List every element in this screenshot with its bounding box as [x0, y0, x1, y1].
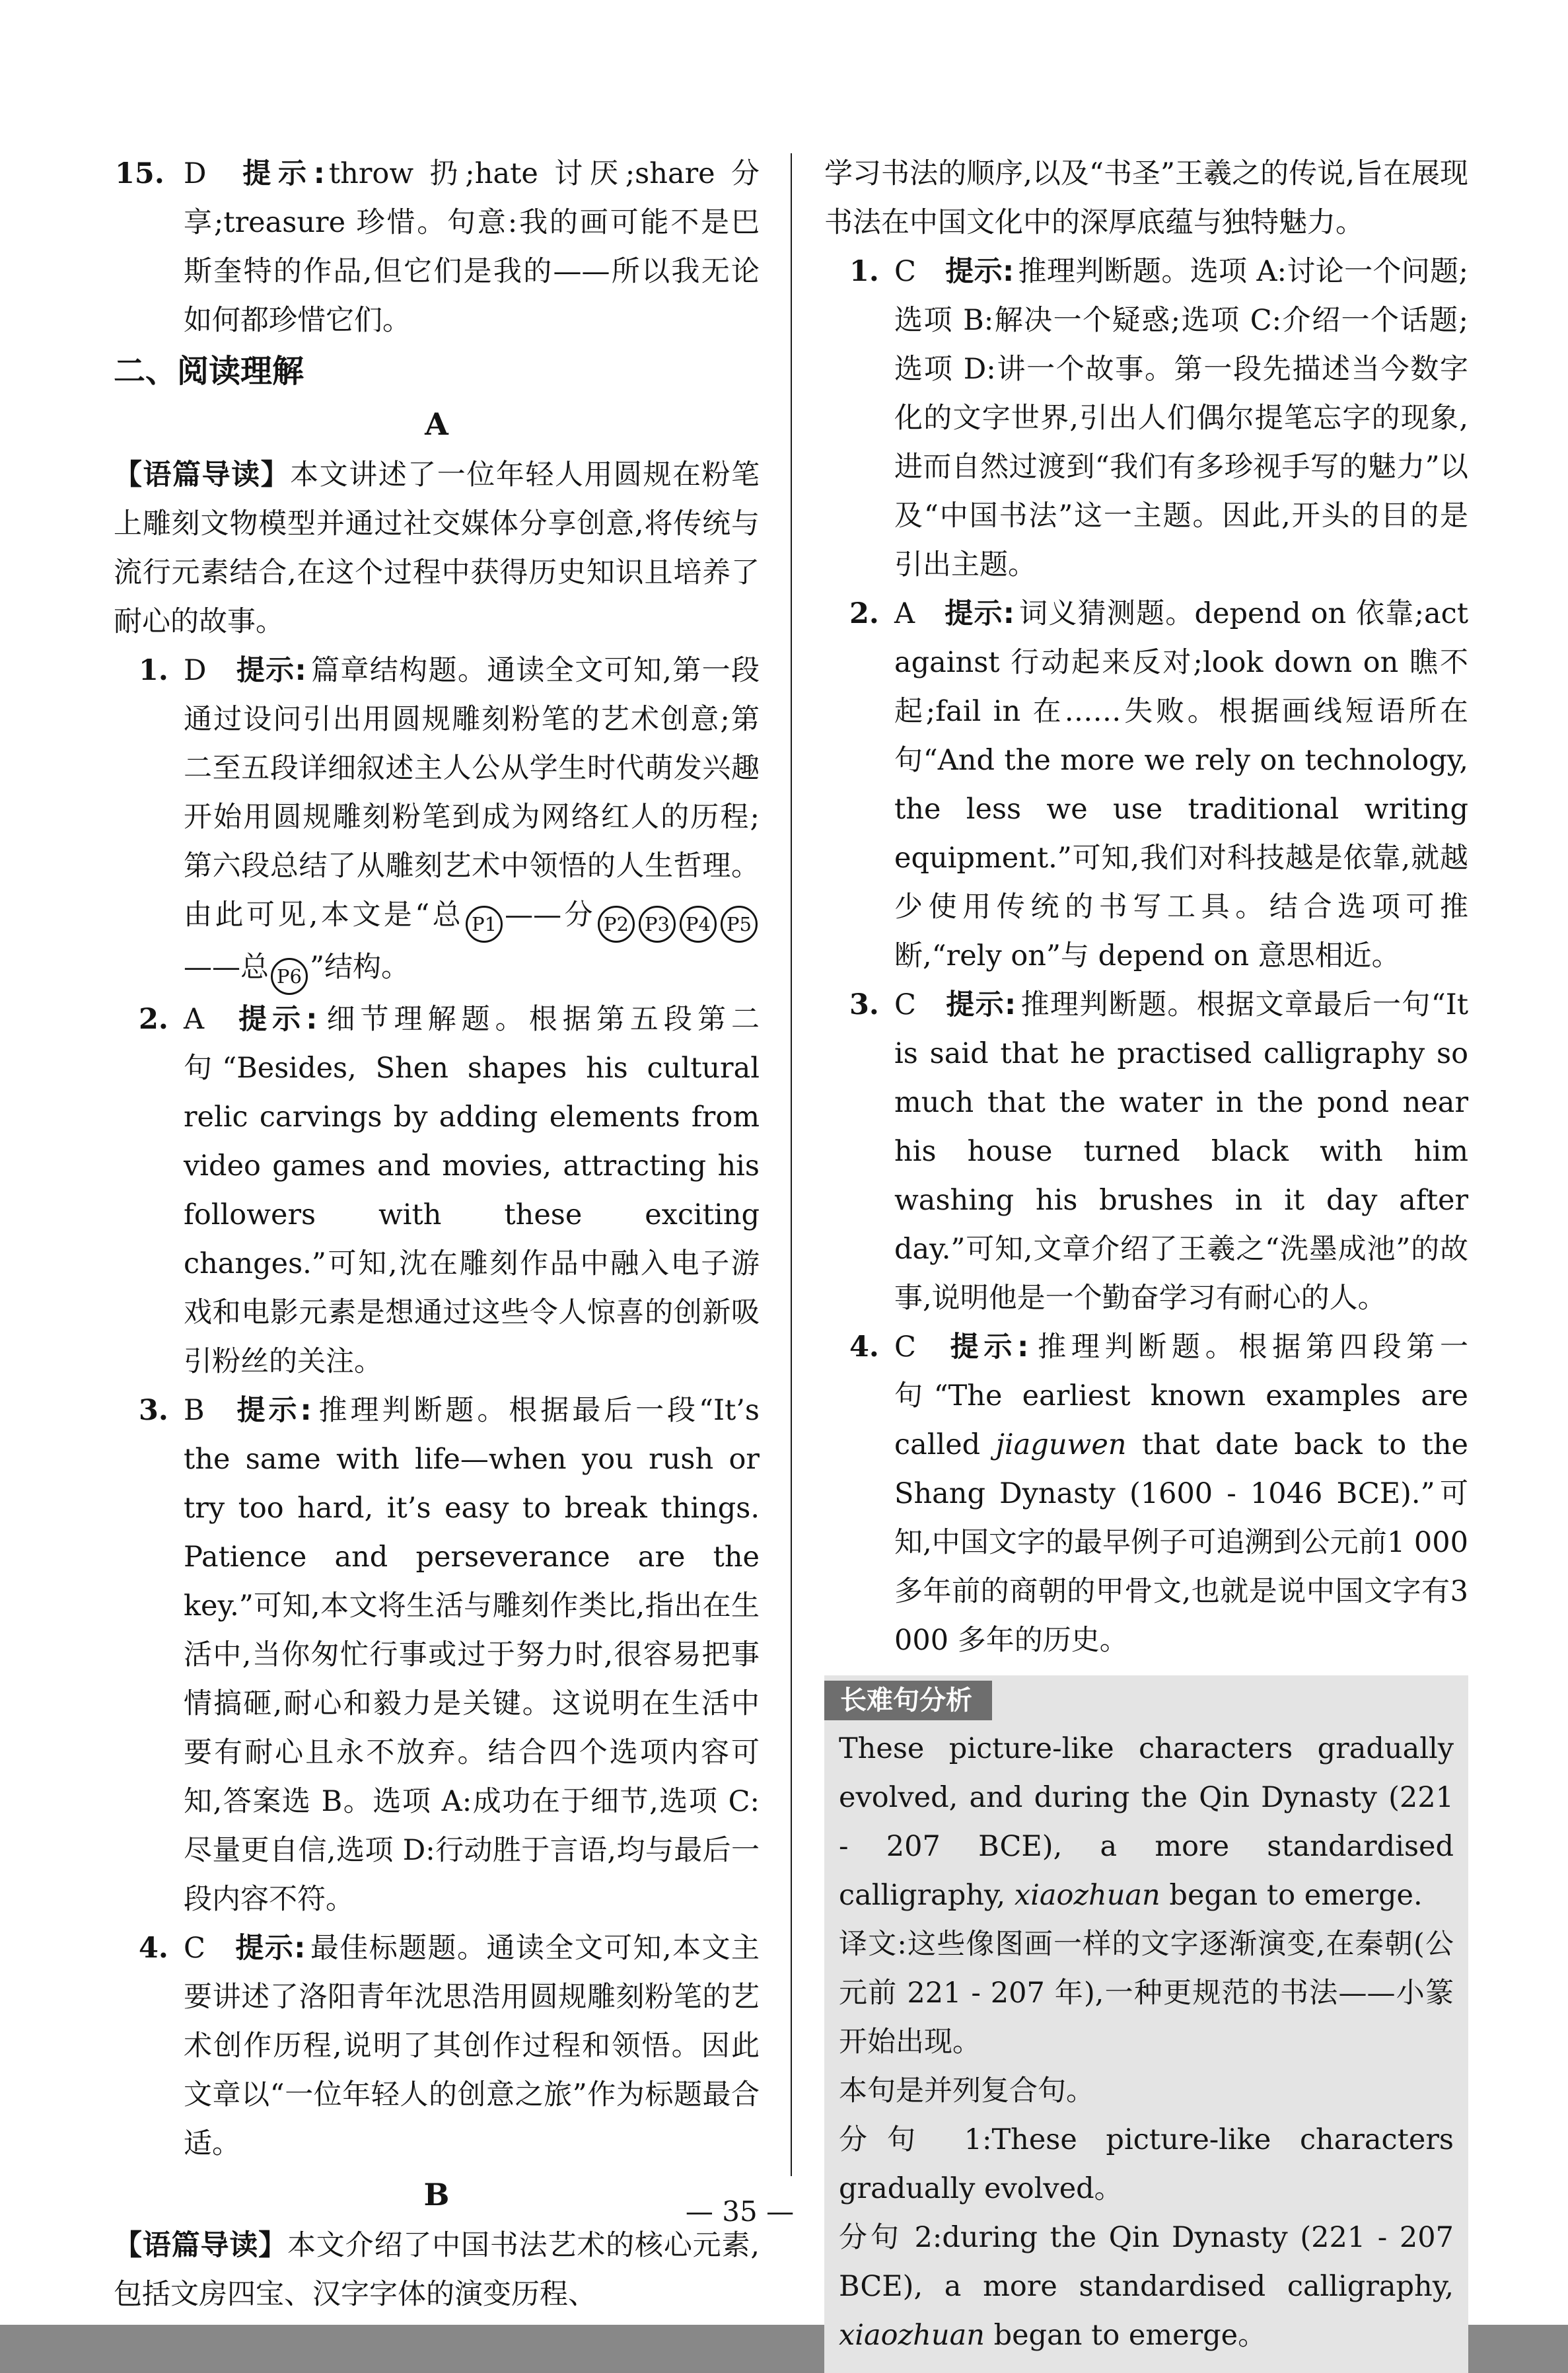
answer-letter: C — [894, 1331, 916, 1364]
tip-label: 提示: — [235, 654, 306, 687]
analysis-clause-1: 分句 1:These picture-like characters gradually evolved。 — [839, 2123, 1454, 2205]
sentence-text: These picture-like characters gradually evolved, and during the Qin Dynasty (221 - 207 BCE), a more standardised calligraphy, — [839, 1732, 1454, 1912]
sentence-text-end: began to emerge. — [1160, 1879, 1423, 1912]
answer-item-15 — [114, 149, 760, 345]
tip-label: 提示: — [944, 255, 1015, 288]
item-explanation: 篇章结构题。通读全文可知,第一段通过设问引出用圆规雕刻粉笔的艺术创意;第二至五段详细叙述主人公从学生时代萌发兴趣开始用圆规雕刻粉笔到成为网络红人的历程;第六段总结了从雕刻艺术中领悟的人生哲理。由此可见,本文是“总 — [184, 654, 760, 931]
analysis-translation: 译文:这些像图画一样的文字逐渐演变,在秦朝(公元前 221 - 207 年),一种更规范的书法——小篆开始出现。 — [839, 1928, 1454, 2059]
answer-letter: C — [894, 255, 916, 288]
zong-label: 总 — [240, 951, 269, 984]
dash: —— — [184, 951, 240, 984]
paragraph-6-circle: P6 — [271, 958, 308, 995]
section-header-reading: 二、阅读理解 — [114, 353, 304, 390]
answer-item-b3 — [824, 980, 1468, 1323]
item-number: 2. — [849, 597, 879, 630]
italic-term-jiaguwen: jiaguwen — [995, 1428, 1127, 1461]
item-number: 1. — [849, 255, 879, 288]
intro-label: 【语篇导读】 — [114, 458, 291, 492]
answer-item-a1 — [114, 646, 760, 995]
answer-letter: A — [184, 1003, 205, 1036]
passage-a-label: A — [425, 406, 448, 442]
tip-label: 提示: — [234, 1932, 306, 1965]
analysis-note: 本句是并列复合句。 — [839, 2074, 1094, 2107]
item-number: 2. — [139, 1003, 168, 1036]
answer-item-a2 — [114, 995, 760, 1386]
passage-b-intro-continued — [824, 149, 1468, 247]
answer-letter: A — [894, 597, 915, 630]
answer-letter: B — [184, 1394, 205, 1427]
passage-b-intro — [114, 2221, 760, 2319]
item-number: 3. — [849, 988, 879, 1021]
answer-letter: C — [894, 988, 916, 1021]
page-number: — 35 — — [685, 2195, 795, 2228]
item-number: 15. — [115, 157, 164, 190]
long-sentence-analysis-box — [824, 1675, 1468, 2373]
answer-letter: D — [184, 157, 207, 190]
item-explanation: 推理判断题。根据最后一段“It’s the same with life—when you rush or try too hard, it’s easy to break things. Patience and perseverance are the key.”可知,本文将生活与雕刻作类比,指出在生活中,当你匆忙行事或过于努力时,很容易把事情搞砸,耐心和毅力是关键。这说明在生活中要有耐心且永不放弃。结合四个选项内容可知,答案选 B。选项 A:成功在于细节,选项 C:尽量更自信,选项 D:行动胜于言语,均与最后一段内容不符。 — [184, 1394, 760, 1916]
item-explanation: 词义猜测题。depend on 依靠;act against 行动起来反对;look down on 瞧不起;fail in 在……失败。根据画线短语所在句“And the more we rely on technology, the less we use traditional writing equipment.”可知,我们对科技越是依靠,就越少使用传统的书写工具。结合选项可推断,“rely on”与 depend on 意思相近。 — [894, 597, 1468, 972]
item-number: 1. — [139, 654, 168, 687]
analysis-clause-2 — [839, 2213, 1454, 2360]
item-explanation: 细节理解题。根据第五段第二句“Besides, Shen shapes his cultural relic carvings by adding elements from video games and movies, attracting his followers with these exciting changes.”可知,沈在雕刻作品中融入电子游戏和电影元素是想通过这些令人惊喜的创新吸引粉丝的关注。 — [184, 1003, 760, 1378]
item-explanation: throw 扔;hate 讨厌;share 分享;treasure 珍惜。句意:我的画可能不是巴斯奎特的作品,但它们是我的——所以我无论如何都珍惜它们。 — [184, 157, 760, 337]
paragraph-4-circle: P4 — [680, 906, 717, 943]
clause-text-end: began to emerge。 — [984, 2319, 1267, 2352]
item-number: 4. — [849, 1331, 879, 1364]
left-column — [114, 149, 760, 2319]
intro-text-continued: 学习书法的顺序,以及“书圣”王羲之的传说,旨在展现书法在中国文化中的深厚底蕴与独特魅力。 — [824, 157, 1468, 239]
paragraph-3-circle: P3 — [639, 906, 676, 943]
item-explanation: 推理判断题。根据文章最后一句“It is said that he practised calligraphy so much that the water in the pond near his house turned black with him washing his brushes in it day after day.”可知,文章介绍了王羲之“洗墨成池”的故事,说明他是一个勤奋学习有耐心的人。 — [894, 988, 1469, 1315]
paragraph-2-circle: P2 — [598, 906, 635, 943]
item-number: 4. — [139, 1932, 168, 1965]
analysis-sentence — [839, 1724, 1454, 1920]
answer-item-b4 — [824, 1323, 1468, 1665]
passage-a-intro — [114, 451, 760, 646]
passage-b-label: B — [423, 2177, 450, 2212]
paragraph-5-circle: P5 — [721, 906, 758, 943]
item-explanation-end: that date back to the Shang Dynasty (1600 - 1046 BCE).”可知,中国文字的最早例子可追溯到公元前1 000 多年前的商朝的甲骨文,也就是说中国文字有3 000 多年的历史。 — [894, 1428, 1468, 1657]
tip-label: 提示: — [944, 988, 1016, 1021]
tip-label: 提示: — [944, 1331, 1029, 1364]
item-explanation-end: ”结构。 — [310, 951, 410, 984]
item-explanation: 推理判断题。选项 A:讨论一个问题;选项 B:解决一个疑惑;选项 C:介绍一个话题;选项 D:讲一个故事。第一段先描述当今数字化的文字世界,引出人们偶尔提笔忘字的现象,进而自然过渡到“我们有多珍视手写的魅力”以及“中国书法”这一主题。因此,开头的目的是引出主题。 — [894, 255, 1468, 581]
intro-text: 本文讲述了一位年轻人用圆规在粉笔上雕刻文物模型并通过社交媒体分享创意,将传统与流行元素结合,在这个过程中获得历史知识且培养了耐心的故事。 — [114, 458, 760, 638]
column-divider-rule — [791, 153, 792, 2176]
item-explanation: 推理判断题。根据第四段第一句“The earliest known examples are called — [894, 1331, 1469, 1461]
fen-label: 分 — [561, 898, 596, 931]
analysis-badge: 长难句分析 — [824, 1681, 992, 1720]
italic-term-xiaozhuan: xiaozhuan — [1014, 1879, 1160, 1912]
answer-item-b2 — [824, 589, 1468, 980]
tip-label: 提示: — [235, 157, 325, 190]
italic-term-xiaozhuan: xiaozhuan — [839, 2319, 985, 2352]
dash: —— — [505, 898, 562, 931]
tip-label: 提示: — [233, 1003, 318, 1036]
paragraph-1-circle: P1 — [466, 906, 503, 943]
intro-text: 本文介绍了中国书法艺术的核心元素,包括文房四宝、汉字字体的演变历程、 — [114, 2229, 760, 2311]
answer-letter: C — [184, 1932, 205, 1965]
answer-item-a4 — [114, 1924, 760, 2168]
answer-item-b1 — [824, 247, 1468, 589]
answer-item-a3 — [114, 1386, 760, 1924]
clause-text: 分句 2:during the Qin Dynasty (221 - 207 BCE), a more standardised calligraphy, — [839, 2221, 1454, 2303]
item-explanation: 最佳标题题。通读全文可知,本文主要讲述了洛阳青年沈思浩用圆规雕刻粉笔的艺术创作历程,说明了其创作过程和领悟。因此文章以“一位年轻人的创意之旅”作为标题最合适。 — [184, 1932, 760, 2160]
intro-label: 【语篇导读】 — [114, 2229, 287, 2262]
item-number: 3. — [139, 1394, 168, 1427]
answer-letter: D — [184, 654, 207, 687]
tip-label: 提示: — [233, 1394, 312, 1427]
right-column — [824, 149, 1468, 2373]
tip-label: 提示: — [944, 597, 1015, 630]
